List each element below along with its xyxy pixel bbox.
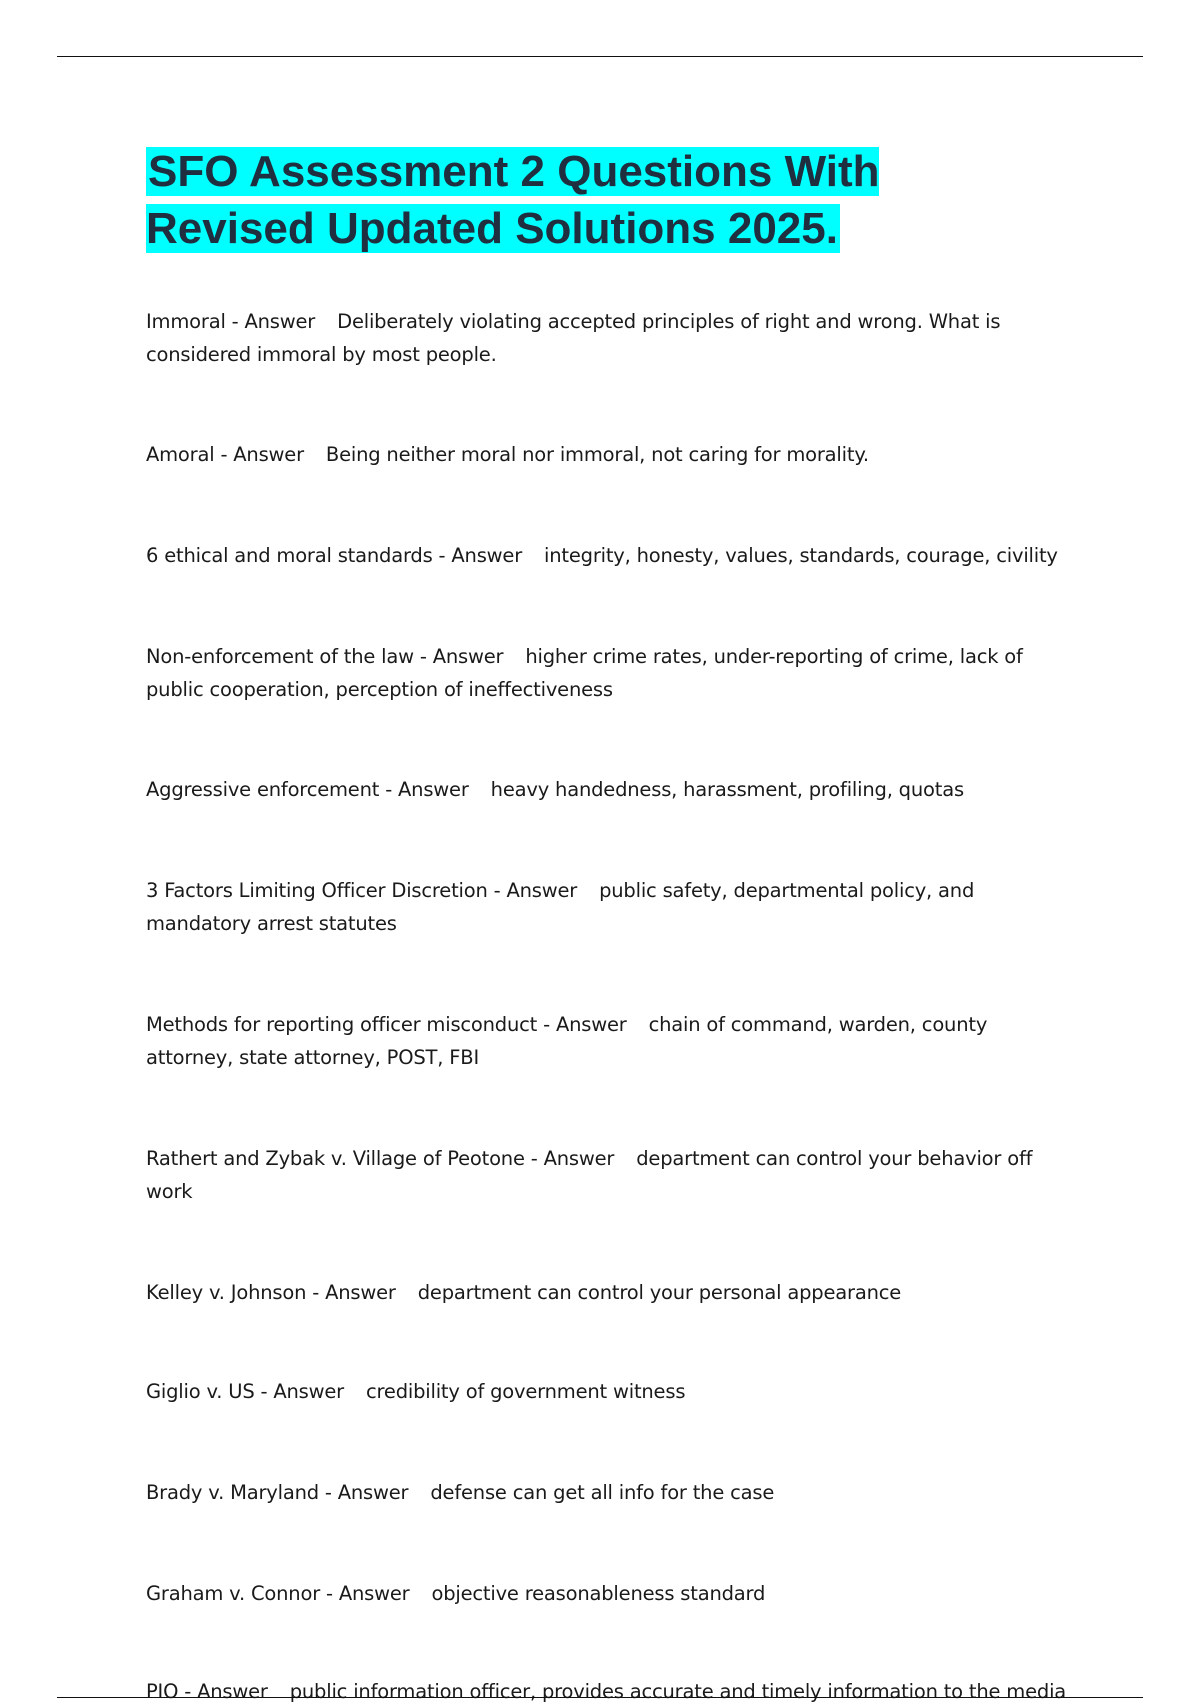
- qa-entry: [146, 773, 1076, 806]
- qa-entry: [146, 305, 1076, 371]
- qa-entry: [146, 1276, 1076, 1309]
- entry-answer: credibility of government witness: [366, 1380, 686, 1403]
- entry-answer: heavy handedness, harassment, profiling, quotas: [490, 778, 964, 801]
- qa-entry: [146, 1476, 1076, 1509]
- entry-term: 6 ethical and moral standards - Answer: [146, 544, 523, 567]
- qa-entry: [146, 1577, 1076, 1610]
- entry-answer: Being neither moral nor immoral, not caring for morality.: [325, 443, 869, 466]
- qa-entry: [146, 874, 1076, 940]
- entry-term: Rathert and Zybak v. Village of Peotone - Answer: [146, 1147, 615, 1170]
- entry-answer: department can control your personal appearance: [417, 1281, 902, 1304]
- entry-term: Graham v. Connor - Answer: [146, 1582, 410, 1605]
- entry-answer: integrity, honesty, values, standards, courage, civility: [544, 544, 1058, 567]
- entry-term: Amoral - Answer: [146, 443, 304, 466]
- entry-term: Kelley v. Johnson - Answer: [146, 1281, 396, 1304]
- qa-entry: [146, 1142, 1076, 1208]
- entry-term: 3 Factors Limiting Officer Discretion - Answer: [146, 879, 578, 902]
- entry-answer: public safety, departmental policy, and mandatory arrest statutes: [146, 879, 975, 935]
- document-title: [146, 143, 1046, 257]
- entry-answer: defense can get all info for the case: [430, 1481, 775, 1504]
- entry-term: Brady v. Maryland - Answer: [146, 1481, 409, 1504]
- entry-term: Giglio v. US - Answer: [146, 1380, 344, 1403]
- qa-entry: [146, 1008, 1076, 1074]
- entry-term: PIO - Answer: [146, 1680, 268, 1703]
- entry-answer: public information officer, provides accurate and timely information to the media: [289, 1680, 1067, 1703]
- entry-term: Immoral - Answer: [146, 310, 316, 333]
- entry-answer: department can control your behavior off work: [146, 1147, 1033, 1203]
- qa-entry: [146, 539, 1076, 572]
- header-rule: [57, 56, 1143, 57]
- entry-term: Methods for reporting officer misconduct - Answer: [146, 1013, 627, 1036]
- entry-term: Non-enforcement of the law - Answer: [146, 645, 504, 668]
- qa-entry: [146, 1675, 1146, 1708]
- footer-rule: [57, 1697, 1143, 1698]
- qa-entry: [146, 640, 1076, 706]
- qa-entry: [146, 438, 1076, 471]
- entry-term: Aggressive enforcement - Answer: [146, 778, 469, 801]
- entry-answer: higher crime rates, under-reporting of crime, lack of public cooperation, perception of ineffectiveness: [146, 645, 1023, 701]
- title-highlight: SFO Assessment 2 Questions With Revised Updated Solutions 2025.: [146, 147, 880, 253]
- entry-answer: Deliberately violating accepted principles of right and wrong. What is considered immoral by most people.: [146, 310, 1001, 366]
- entry-answer: objective reasonableness standard: [431, 1582, 766, 1605]
- entry-answer: chain of command, warden, county attorney, state attorney, POST, FBI: [146, 1013, 988, 1069]
- qa-entry: [146, 1375, 1076, 1408]
